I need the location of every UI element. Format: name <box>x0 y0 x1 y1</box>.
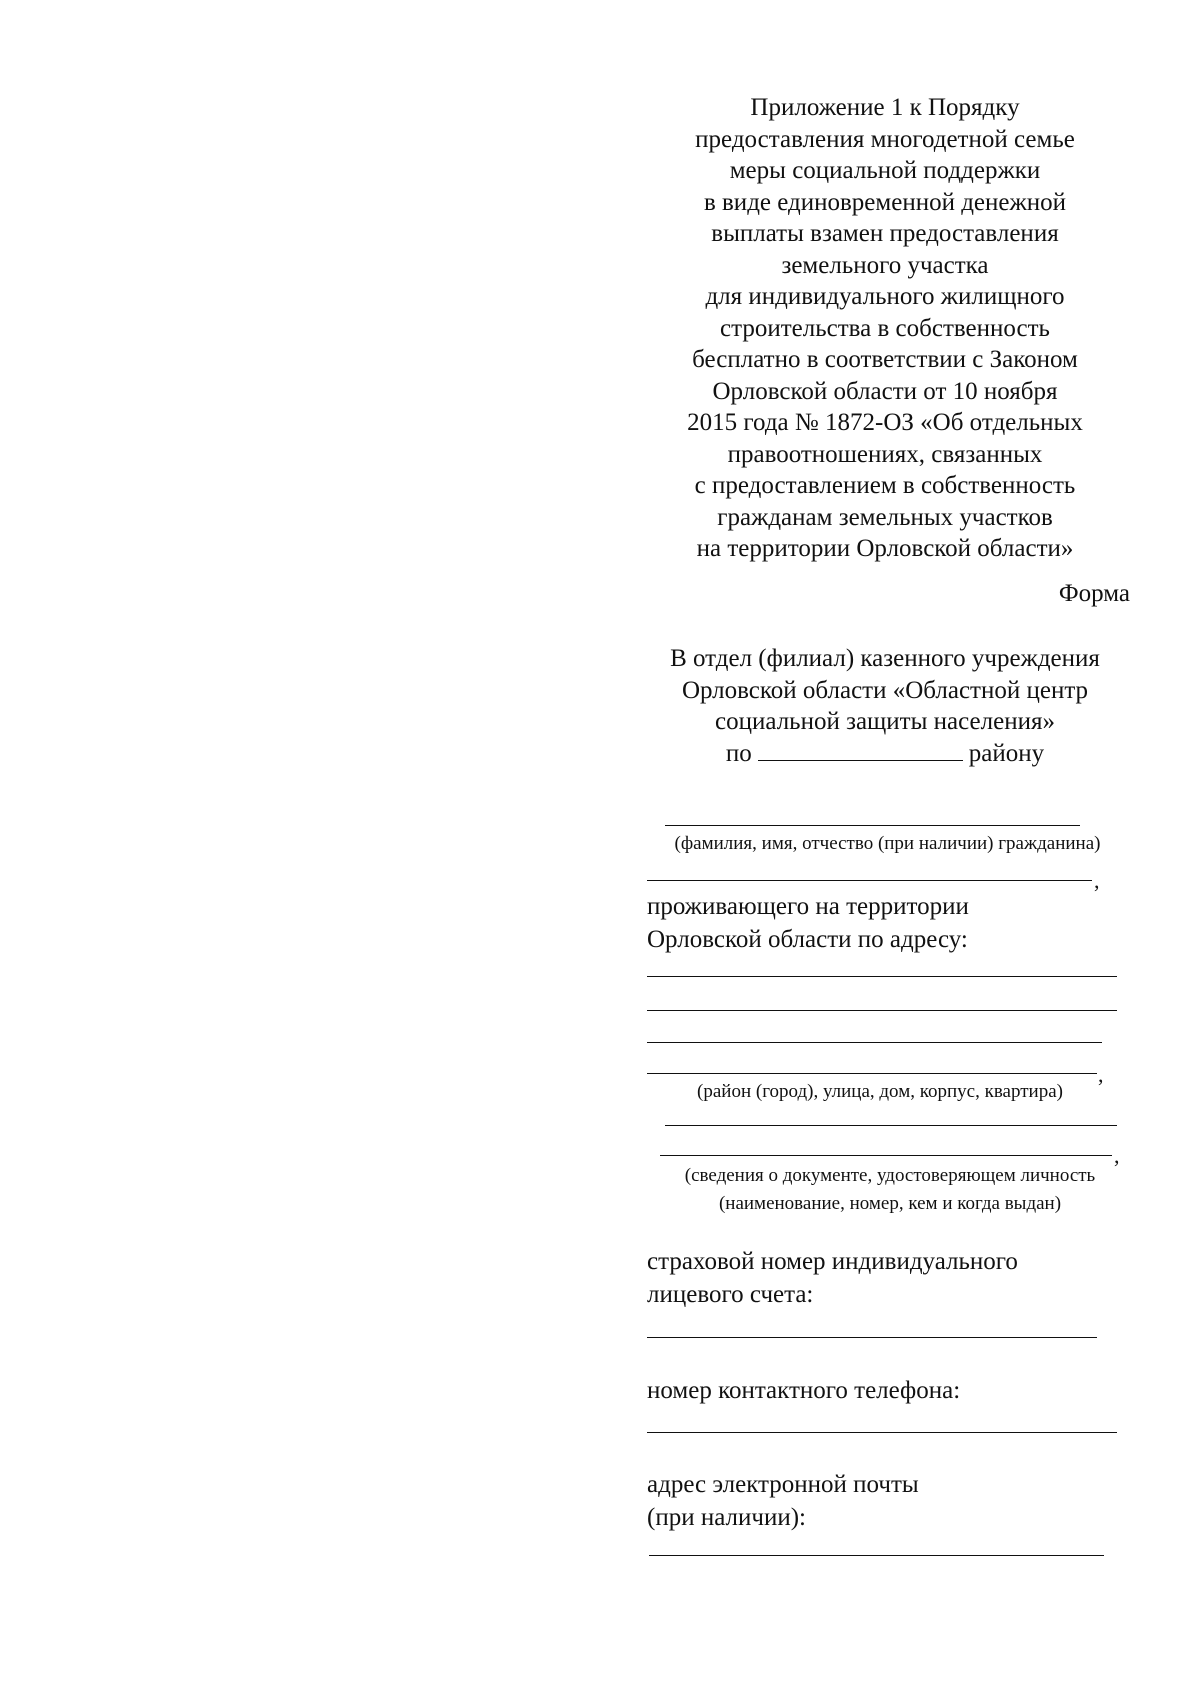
comma: , <box>1114 1143 1120 1168</box>
addressee-block <box>640 643 1130 769</box>
id-document-line-2[interactable] <box>660 1155 1112 1156</box>
appendix-line: 2015 года № 1872-ОЗ «Об отдельных <box>687 409 1083 436</box>
appendix-line: на территории Орловской области» <box>696 535 1074 562</box>
address-line-2[interactable] <box>647 1010 1117 1011</box>
residence-line: Орловской области по адресу: <box>647 926 968 953</box>
snils-input-line[interactable] <box>647 1337 1097 1338</box>
residence-label <box>647 890 969 956</box>
district-suffix: району <box>968 739 1045 767</box>
district-prefix: по <box>725 739 752 767</box>
snils-label <box>647 1245 1018 1311</box>
address-line-4[interactable] <box>647 1073 1097 1074</box>
appendix-line: для индивидуального жилищного <box>705 283 1065 310</box>
appendix-line: земельного участка <box>781 251 989 279</box>
district-blank[interactable] <box>758 738 963 761</box>
address-caption: (район (город), улица, дом, корпус, квартира) <box>697 1081 1063 1102</box>
id-document-caption-1: (сведения о документе, удостоверяющем личность <box>684 1165 1096 1186</box>
comma: , <box>1094 868 1100 893</box>
appendix-header <box>660 92 1110 565</box>
appendix-line: правоотношениях, связанных <box>727 440 1043 468</box>
full-name-line-2[interactable] <box>647 880 1092 881</box>
full-name-line[interactable] <box>665 825 1080 826</box>
appendix-line: бесплатно в соответствии с Законом <box>692 346 1078 373</box>
district-line <box>640 738 1130 770</box>
appendix-line: гражданам земельных участков <box>717 503 1053 531</box>
address-line-1[interactable] <box>647 976 1117 977</box>
addressee-line: Орловской области «Областной центр <box>681 676 1089 704</box>
appendix-line: Орловской области от 10 ноября <box>712 377 1058 405</box>
comma: , <box>1098 1062 1104 1087</box>
full-name-caption: (фамилия, имя, отчество (при наличии) гражданина) <box>674 833 1101 854</box>
address-line-3[interactable] <box>647 1042 1102 1043</box>
snils-line: лицевого счета: <box>647 1281 814 1308</box>
appendix-line: меры социальной поддержки <box>729 157 1041 184</box>
residence-line: проживающего на территории <box>647 893 969 920</box>
appendix-line: с предоставлением в собственность <box>694 472 1076 499</box>
addressee-line: социальной защиты населения» <box>715 708 1055 735</box>
email-input-line[interactable] <box>649 1555 1104 1556</box>
id-document-line-1[interactable] <box>665 1125 1117 1126</box>
email-label <box>647 1468 919 1534</box>
email-line: (при наличии): <box>647 1504 806 1531</box>
phone-label: номер контактного телефона: <box>647 1377 961 1404</box>
appendix-line: предоставления многодетной семье <box>695 125 1075 153</box>
phone-input-line[interactable] <box>647 1432 1117 1433</box>
appendix-line: строительства в собственность <box>720 314 1050 342</box>
email-line: адрес электронной почты <box>647 1471 919 1498</box>
appendix-line: в виде единовременной денежной <box>703 188 1067 216</box>
appendix-line: Приложение 1 к Порядку <box>750 94 1020 121</box>
form-label: Форма <box>1058 580 1130 607</box>
snils-line: страховой номер индивидуального <box>647 1248 1018 1275</box>
appendix-line: выплаты взамен предоставления <box>711 220 1059 247</box>
addressee-line: В отдел (филиал) казенного учреждения <box>670 645 1100 672</box>
id-document-caption-2: (наименование, номер, кем и когда выдан) <box>718 1193 1062 1214</box>
